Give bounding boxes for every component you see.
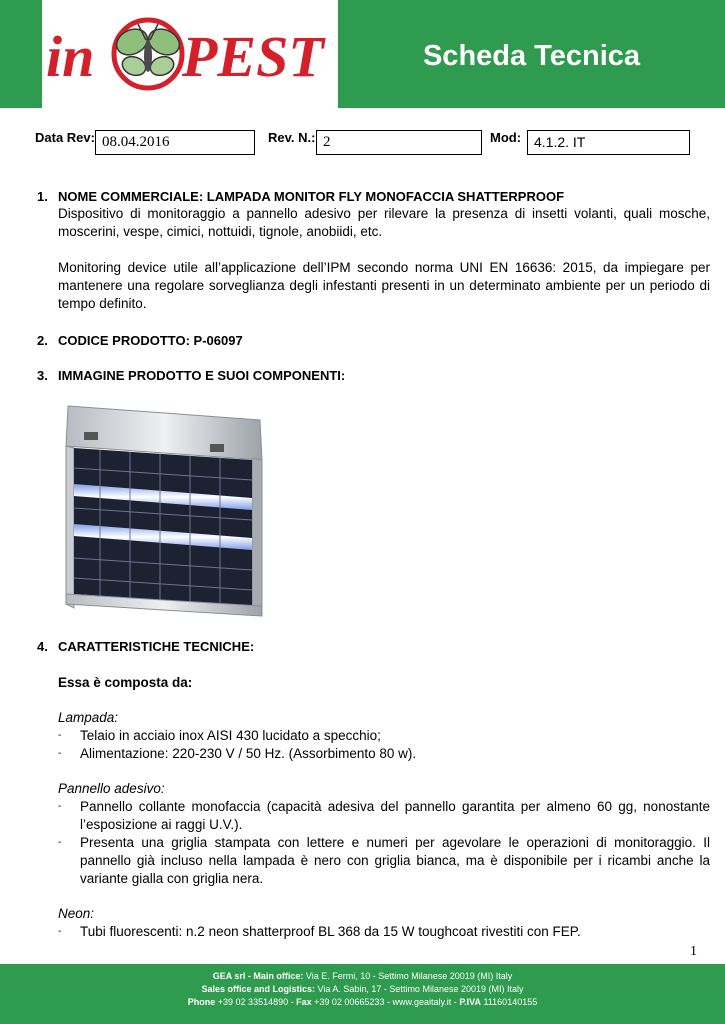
list-item: - Alimentazione: 220-230 V / 50 Hz. (Assorbimento 80 w). — [58, 746, 417, 761]
product-lamp-image — [60, 398, 266, 618]
rev-n-label: Rev. N.: — [268, 130, 316, 145]
footer-sales-office: Sales office and Logistics: Via A. Sabin, 17 - Settimo Milanese 20019 (MI) Italy — [201, 984, 524, 994]
section-4-heading: 4. CARATTERISTICHE TECNICHE: — [37, 639, 255, 654]
footer-main-office: GEA srl - Main office: Via E. Fermi, 10 - Settimo Milanese 20019 (MI) Italy — [212, 971, 513, 981]
mod-label: Mod: — [490, 130, 522, 145]
section-1-ipm-note: Monitoring device utile all’applicazione dell’IPM secondo norma UNI EN 16636: 2015, da impiegare per mantenere una regolare sorveglianza degli infestanti presenti in un determinato ambiente per un periodo di tempo definito. — [58, 260, 710, 311]
inpest-logo — [42, 0, 338, 108]
pannello-label: Pannello adesivo: — [58, 781, 165, 796]
list-item: - Presenta una griglia stampata con lettere e numeri per agevolare le operazioni di monitoraggio. Il pannello già incluso nella lampada è nero con griglia bianca, ma è disponibile per i ricambi anche la variante gialla con griglia nera. — [58, 835, 710, 886]
section-1-heading: 1. NOME COMMERCIALE: LAMPADA MONITOR FLY MONOFACCIA SHATTERPROOF — [37, 189, 565, 204]
logo-pest-text: PEST — [182, 24, 324, 89]
list-item: - Tubi fluorescenti: n.2 neon shatterproof BL 368 da 15 W toughcoat rivestiti con FEP. — [58, 924, 581, 939]
section-2-heading: 2. CODICE PRODOTTO: P-06097 — [37, 333, 243, 348]
logo-in-text: in — [46, 24, 95, 89]
moth-icon — [110, 12, 186, 94]
header-green-bar-left — [0, 0, 42, 108]
list-item: - Pannello collante monofaccia (capacità adesiva del pannello garantita per almeno 60 gg, nonostante l’esposizione ai raggi U.V.). — [58, 799, 710, 832]
section-3-heading: 3. IMMAGINE PRODOTTO E SUOI COMPONENTI: — [37, 368, 346, 383]
mod-field: 4.1.2. IT — [527, 130, 690, 155]
data-rev-label: Data Rev: — [35, 130, 95, 145]
composition-heading: Essa è composta da: — [58, 675, 193, 690]
footer — [0, 964, 725, 1024]
neon-label: Neon: — [58, 906, 95, 921]
document-title: Scheda Tecnica — [422, 40, 641, 72]
rev-n-field: 2 — [316, 130, 482, 155]
data-rev-field: 08.04.2016 — [95, 130, 255, 155]
page-number: 1 — [690, 944, 697, 959]
section-1-description: Dispositivo di monitoraggio a pannello adesivo per rilevare la presenza di insetti volanti, quali mosche, moscerini, vespe, cimici, nottuidi, tignole, anobiidi, etc. — [58, 206, 710, 239]
footer-contacts: Phone +39 02 33514890 - Fax +39 02 00665233 - www.geaitaly.it - P.IVA 11160140155 — [187, 997, 538, 1007]
list-item: - Telaio in acciaio inox AISI 430 lucidato a specchio; — [58, 728, 381, 743]
lampada-label: Lampada: — [58, 710, 119, 725]
